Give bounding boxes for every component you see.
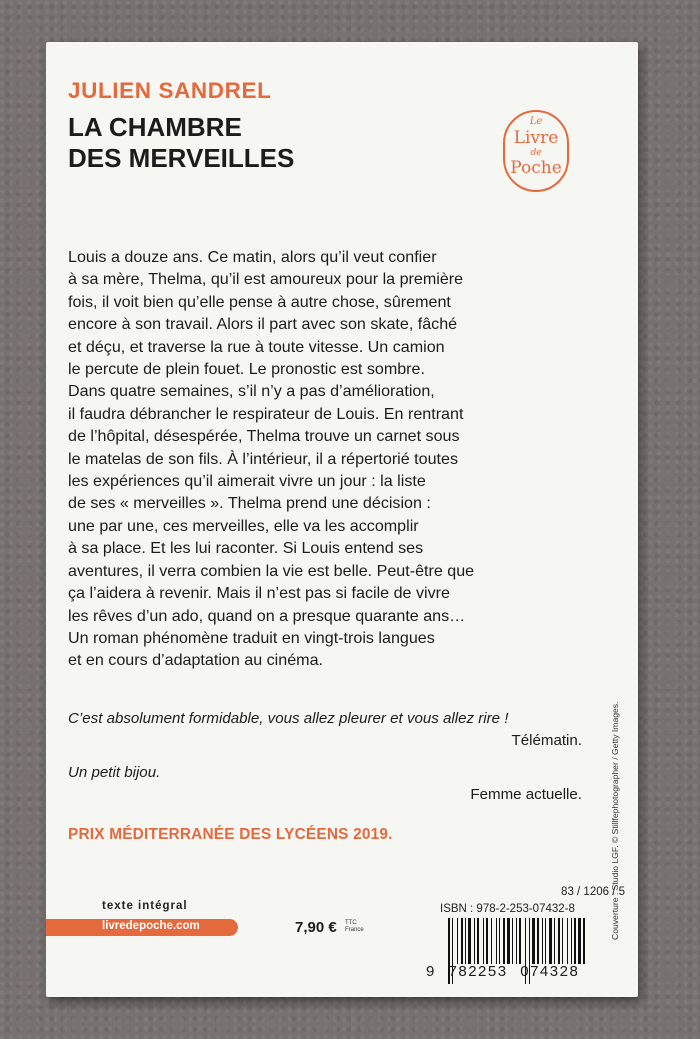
texte-integral-label: texte intégral bbox=[102, 900, 188, 912]
barcode-bar bbox=[512, 918, 513, 964]
website-bar bbox=[46, 919, 238, 936]
synopsis-line: fois, il voit bien qu’elle pense à autre chose, sûrement bbox=[68, 292, 451, 311]
barcode-bar bbox=[486, 918, 488, 964]
prize-line: PRIX MÉDITERRANÉE DES LYCÉENS 2019. bbox=[68, 826, 393, 843]
synopsis-line: les expériences qu’il aimerait vivre un jour : la liste bbox=[68, 472, 426, 491]
synopsis-line: les rêves d’un ado, quand on a presque quarante ans… bbox=[68, 606, 466, 625]
barcode-bar bbox=[477, 918, 479, 964]
barcode-bar bbox=[519, 918, 521, 964]
synopsis-line: et en cours d’adaptation au cinéma. bbox=[68, 651, 323, 670]
barcode-bar bbox=[545, 918, 546, 964]
synopsis-line: il faudra débrancher le respirateur de Louis. En rentrant bbox=[68, 404, 464, 423]
synopsis-line: aventures, il verra combien la vie est belle. Peut-être que bbox=[68, 561, 475, 580]
barcode-bar bbox=[537, 918, 539, 964]
synopsis-line: le percute de plein fouet. Le pronostic est sombre. bbox=[68, 360, 425, 379]
synopsis-line: Dans quatre semaines, s’il n’y a pas d’amélioration, bbox=[68, 382, 435, 401]
author-name: JULIEN SANDREL bbox=[68, 78, 272, 103]
barcode-bar bbox=[571, 918, 572, 964]
barcode-bar bbox=[549, 918, 552, 964]
title-line: LA CHAMBRE bbox=[68, 112, 242, 142]
barcode-bar bbox=[457, 918, 458, 964]
reference-code: 83 / 1206 / 5 bbox=[561, 886, 625, 898]
barcode-bar bbox=[542, 918, 543, 964]
le-livre-de-poche-logo bbox=[503, 110, 569, 192]
synopsis-line: Un roman phénomène traduit en vingt-trois langues bbox=[68, 628, 435, 647]
price: 7,90 € bbox=[295, 919, 337, 936]
price-note-ttc: TTC bbox=[345, 920, 357, 926]
book-title bbox=[68, 112, 294, 174]
logo-livre: Livre bbox=[513, 128, 559, 148]
synopsis-line: Louis a douze ans. Ce matin, alors qu’il veut confier bbox=[68, 248, 437, 266]
barcode-bar bbox=[503, 918, 505, 964]
barcode-bar bbox=[558, 918, 560, 964]
logo-poche: Poche bbox=[510, 158, 562, 178]
barcode-digits bbox=[426, 963, 586, 980]
barcode-bar bbox=[468, 918, 471, 964]
barcode-bar bbox=[491, 918, 492, 964]
title-line: DES MERVEILLES bbox=[68, 143, 295, 173]
barcode-bar bbox=[574, 918, 576, 964]
price-note-france: France bbox=[345, 927, 364, 933]
barcode-bar bbox=[507, 918, 510, 964]
barcode-bar bbox=[578, 918, 581, 964]
synopsis-line: à sa place. Et les lui raconter. Si Louis entend ses bbox=[68, 539, 424, 558]
synopsis-line: le matelas de son fils. À l’intérieur, il a répertorié toutes bbox=[68, 449, 459, 468]
barcode-bar bbox=[496, 918, 497, 964]
quote-source: Femme actuelle. bbox=[470, 786, 582, 803]
quote-text: C’est absolument formidable, vous allez pleurer et vous allez rire ! bbox=[68, 710, 509, 727]
synopsis-line: encore à son travail. Alors il part avec son skate, fâché bbox=[68, 315, 458, 334]
synopsis-line: ça l’aidera à revenir. Mais il n’est pas si facile de vivre bbox=[68, 584, 450, 603]
synopsis-line: une par une, ces merveilles, elle va les accomplir bbox=[68, 516, 419, 535]
press-quote bbox=[68, 708, 588, 752]
barcode-bar bbox=[567, 918, 568, 964]
synopsis-line: de ses « merveilles ». Thelma prend une décision : bbox=[68, 494, 431, 513]
barcode-digit-group: 782253 bbox=[448, 963, 508, 980]
barcode-bar bbox=[532, 918, 535, 964]
synopsis-line: de l’hôpital, désespérée, Thelma trouve un carnet sous bbox=[68, 427, 460, 446]
barcode-bar bbox=[554, 918, 555, 964]
synopsis bbox=[68, 246, 588, 672]
press-quote bbox=[68, 762, 588, 806]
barcode-bar bbox=[465, 918, 466, 964]
logo-le: Le bbox=[529, 116, 543, 127]
synopsis-line: à sa mère, Thelma, qu’il est amoureux pour la première bbox=[68, 270, 464, 289]
barcode-digit-lead: 9 bbox=[426, 963, 436, 980]
barcode-bar bbox=[516, 918, 517, 964]
barcode-bar bbox=[583, 918, 585, 964]
quote-source: Télématin. bbox=[511, 732, 582, 749]
barcode-bar bbox=[474, 918, 475, 964]
barcode-bar bbox=[461, 918, 463, 964]
logo-de: de bbox=[530, 148, 542, 158]
synopsis-line: et déçu, et traverse la rue à toute vitesse. Un camion bbox=[68, 337, 445, 356]
barcode-bar bbox=[499, 918, 500, 964]
website-url: livredepoche.com bbox=[102, 920, 200, 932]
barcode-bar bbox=[562, 918, 563, 964]
price-note bbox=[345, 920, 364, 934]
quote-text: Un petit bijou. bbox=[68, 764, 161, 781]
cover-credit: Couverture : Studio LGF. © Stillfephotographer / Getty Images. bbox=[610, 701, 620, 940]
isbn: ISBN : 978-2-253-07432-8 bbox=[440, 903, 575, 915]
barcode-bar bbox=[483, 918, 484, 964]
barcode-digit-group: 074328 bbox=[520, 963, 580, 980]
